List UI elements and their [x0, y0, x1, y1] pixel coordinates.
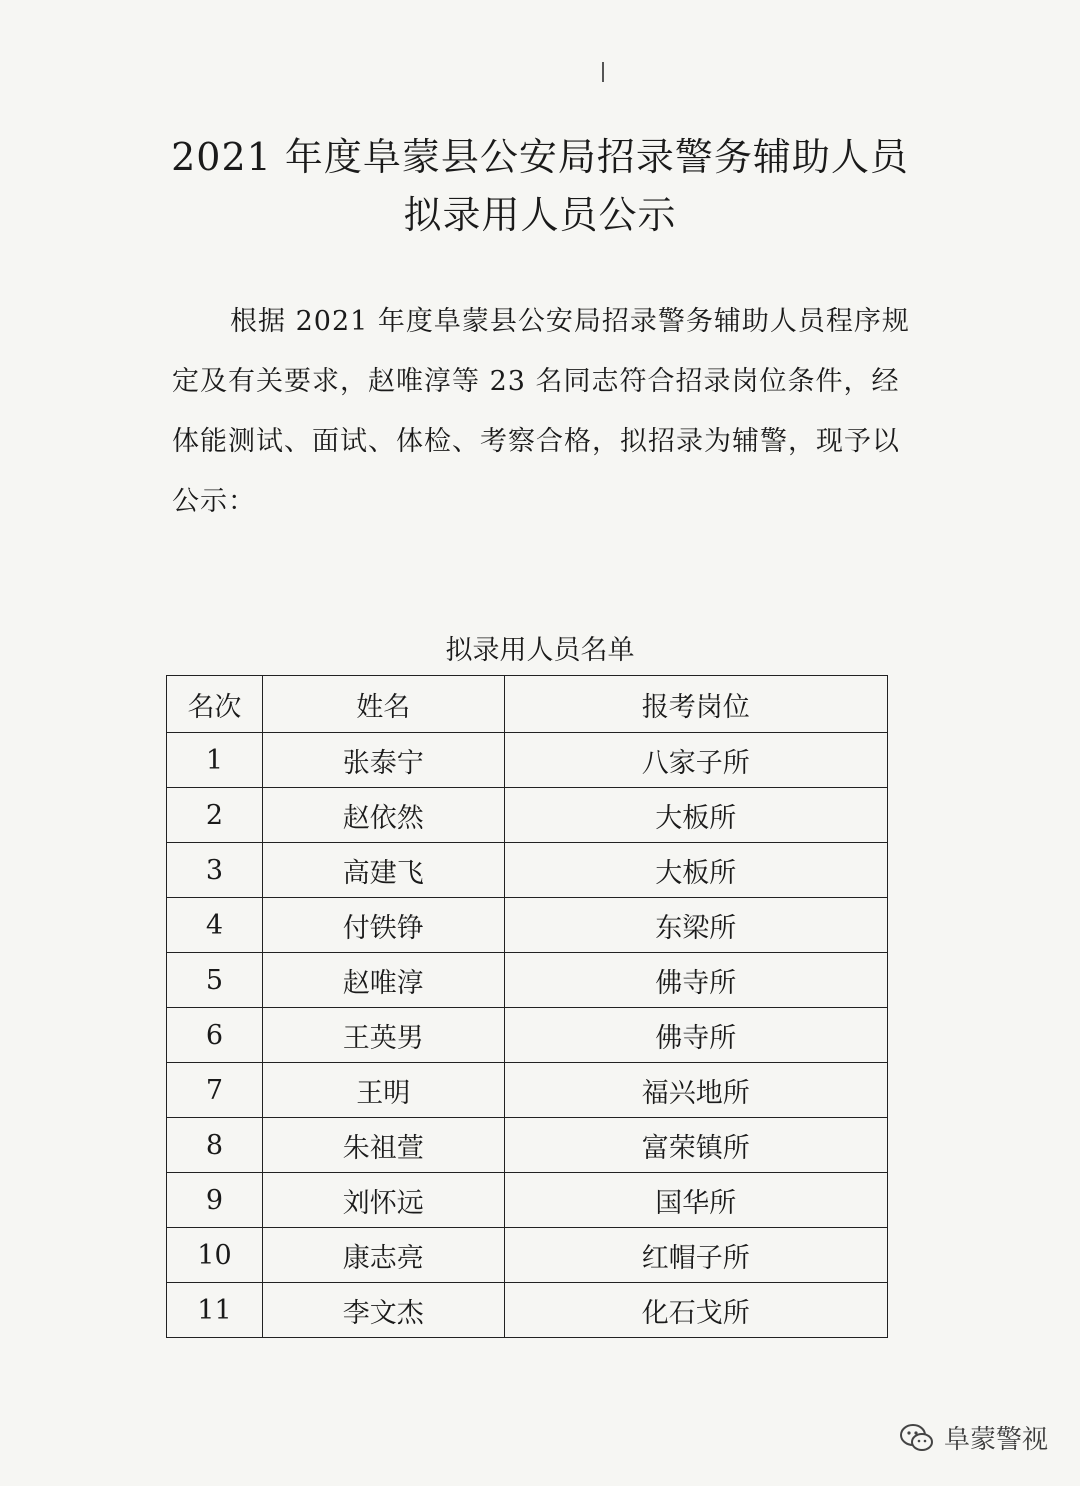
title-line-1: 2021 年度阜蒙县公安局招录警务辅助人员	[171, 135, 909, 179]
header-name: 姓名	[262, 676, 504, 733]
cell-position: 佛寺所	[504, 953, 887, 1008]
cell-rank: 11	[167, 1283, 263, 1338]
table-header-row	[167, 676, 888, 733]
cell-name: 高建飞	[262, 843, 504, 898]
wechat-icon	[900, 1423, 934, 1453]
table-row	[167, 1118, 888, 1173]
cell-position: 大板所	[504, 788, 887, 843]
paragraph-line: 根据 2021 年度阜蒙县公安局招录警务辅助人员程序规	[230, 306, 910, 337]
cell-name: 李文杰	[262, 1283, 504, 1338]
paragraph-line: 体能测试、面试、体检、考察合格，拟招录为辅警，现予以	[172, 426, 900, 457]
cell-rank: 3	[167, 843, 263, 898]
table-row	[167, 843, 888, 898]
cell-position: 富荣镇所	[504, 1118, 887, 1173]
cell-name: 王明	[262, 1063, 504, 1118]
table-caption: 拟录用人员名单	[445, 635, 635, 666]
cell-rank: 6	[167, 1008, 263, 1063]
document-title	[0, 128, 1080, 244]
cell-name: 刘怀远	[262, 1173, 504, 1228]
watermark-text: 阜蒙警视	[943, 1425, 1048, 1455]
cell-name: 朱祖萱	[262, 1118, 504, 1173]
cell-rank: 10	[167, 1228, 263, 1283]
cell-rank: 4	[167, 898, 263, 953]
cell-position: 佛寺所	[504, 1008, 887, 1063]
watermark	[900, 1419, 1048, 1456]
table-row	[167, 898, 888, 953]
table-row	[167, 1228, 888, 1283]
table-row	[167, 788, 888, 843]
cell-name: 王英男	[262, 1008, 504, 1063]
body-paragraph	[172, 292, 912, 532]
cell-position: 国华所	[504, 1173, 887, 1228]
header-position: 报考岗位	[504, 676, 887, 733]
cell-name: 赵唯淳	[262, 953, 504, 1008]
cell-position: 红帽子所	[504, 1228, 887, 1283]
cell-rank: 8	[167, 1118, 263, 1173]
cell-position: 化石戈所	[504, 1283, 887, 1338]
cell-name: 张泰宁	[262, 733, 504, 788]
title-line-2: 拟录用人员公示	[403, 193, 677, 237]
cell-rank: 2	[167, 788, 263, 843]
scan-mark	[602, 62, 604, 82]
candidate-table	[166, 675, 888, 1338]
cell-rank: 5	[167, 953, 263, 1008]
table-row	[167, 1173, 888, 1228]
cell-position: 福兴地所	[504, 1063, 887, 1118]
cell-rank: 9	[167, 1173, 263, 1228]
table-body	[167, 733, 888, 1338]
table-row	[167, 1283, 888, 1338]
cell-position: 东梁所	[504, 898, 887, 953]
table-row	[167, 733, 888, 788]
cell-position: 大板所	[504, 843, 887, 898]
cell-rank: 7	[167, 1063, 263, 1118]
cell-position: 八家子所	[504, 733, 887, 788]
paragraph-line: 公示：	[172, 486, 256, 517]
paragraph-line: 定及有关要求，赵唯淳等 23 名同志符合招录岗位条件，经	[172, 366, 900, 397]
cell-name: 付铁铮	[262, 898, 504, 953]
cell-name: 赵依然	[262, 788, 504, 843]
table-row	[167, 1008, 888, 1063]
header-rank: 名次	[167, 676, 263, 733]
cell-name: 康志亮	[262, 1228, 504, 1283]
table-row	[167, 1063, 888, 1118]
cell-rank: 1	[167, 733, 263, 788]
table-row	[167, 953, 888, 1008]
